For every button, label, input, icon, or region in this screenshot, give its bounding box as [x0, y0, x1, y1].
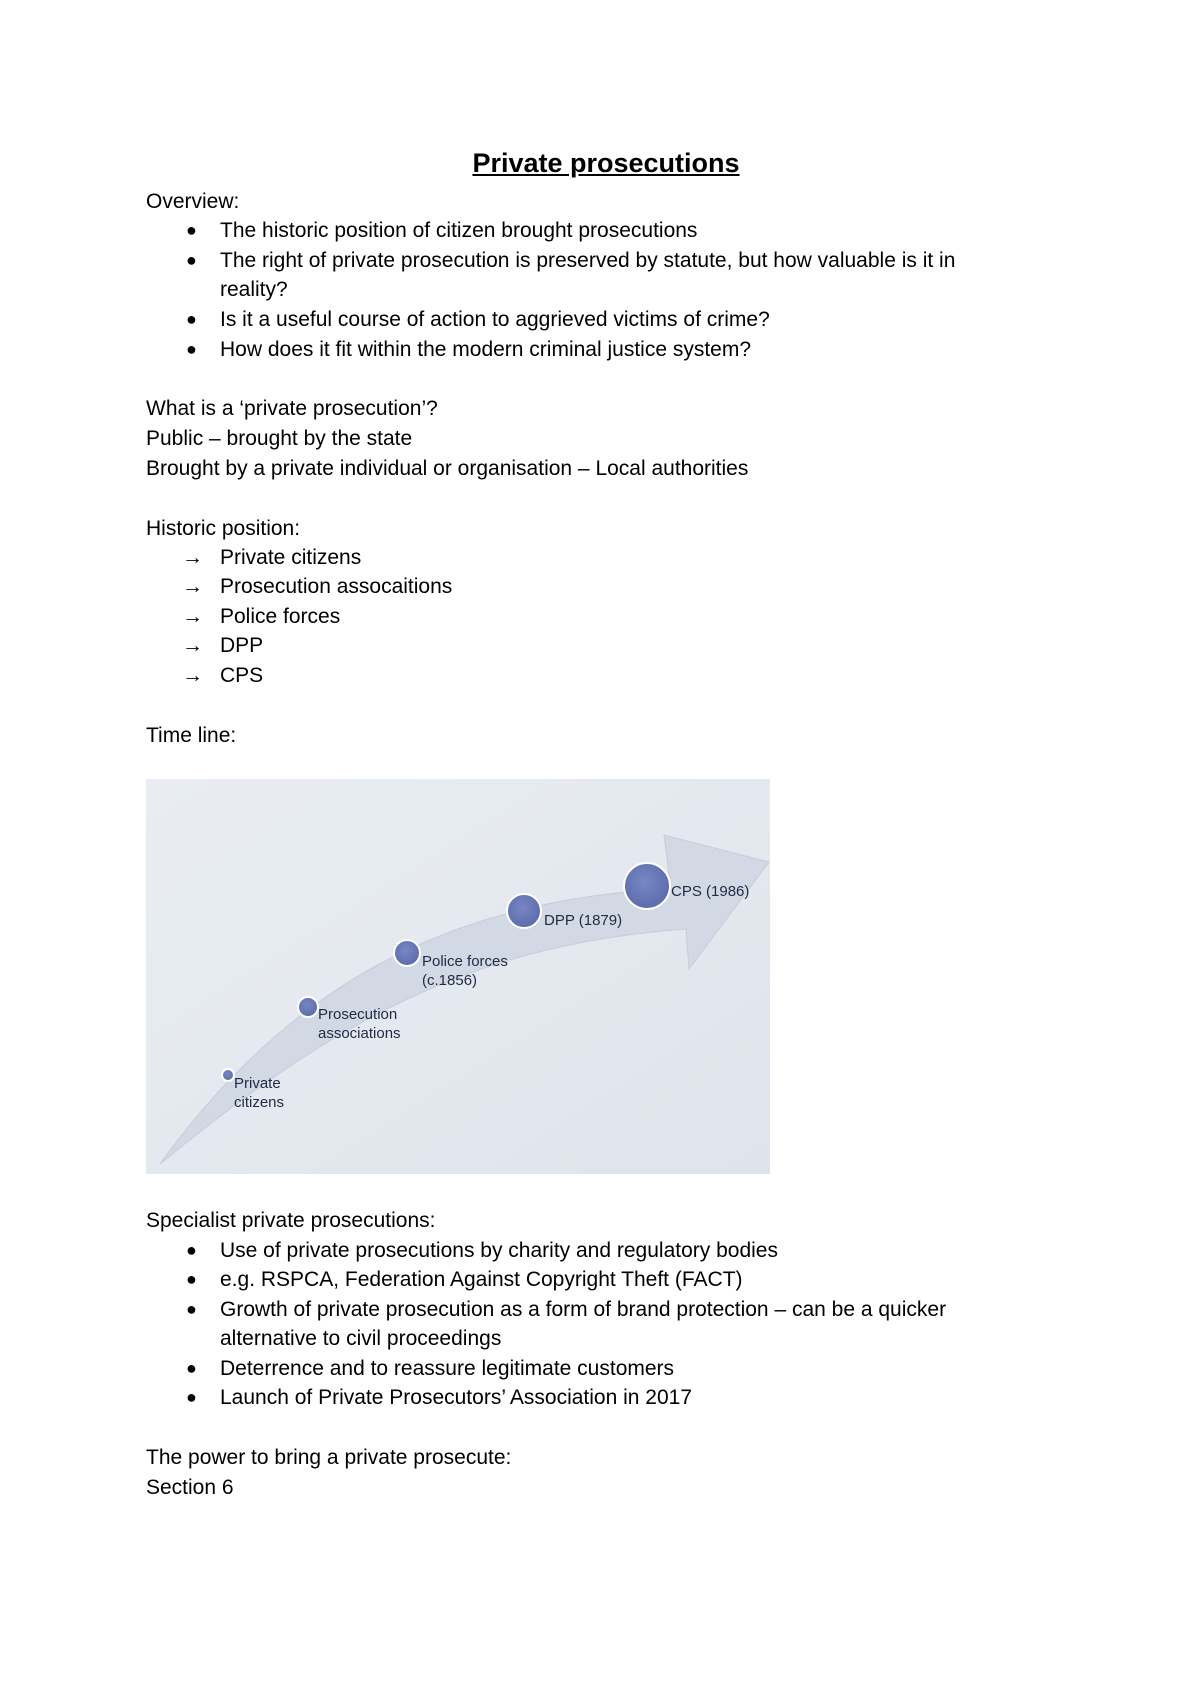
specialist-bullet-3: Growth of private prosecution as a form of brand protection – can be a quicker: [220, 1298, 947, 1321]
arrow-right-icon: →: [182, 546, 203, 569]
specialist-bullet-1: Use of private prosecutions by charity and regulatory bodies: [220, 1239, 778, 1262]
bullet-icon: ●: [186, 339, 197, 359]
power-heading: The power to bring a private prosecute:: [146, 1446, 512, 1469]
arrow-right-icon: →: [182, 575, 203, 598]
bullet-icon: ●: [186, 309, 197, 329]
historic-item-1: Private citizens: [220, 546, 362, 569]
timeline-stage-marker: [507, 894, 541, 928]
page-title: Private prosecutions: [472, 148, 740, 178]
historic-item-4: DPP: [220, 634, 264, 657]
timeline-stage-label: Prosecution: [318, 1006, 398, 1023]
timeline-stage-label: CPS (1986): [671, 883, 750, 900]
specialist-bullet-4: Deterrence and to reassure legitimate customers: [220, 1357, 675, 1380]
timeline-stage-label: Police forces: [422, 953, 508, 970]
historic-heading: Historic position:: [146, 517, 301, 540]
overview-bullet-1: The historic position of citizen brought prosecutions: [220, 219, 698, 242]
arrow-right-icon: →: [182, 634, 203, 657]
specialist-bullet-5: Launch of Private Prosecutors’ Association in 2017: [220, 1386, 692, 1409]
timeline-stage-marker: [298, 997, 318, 1017]
bullet-icon: ●: [186, 220, 197, 240]
bullet-icon: ●: [186, 1387, 197, 1407]
timeline-stage-marker: [624, 863, 670, 909]
timeline-diagram: [146, 779, 770, 1174]
historic-item-2: Prosecution assocaitions: [220, 575, 453, 598]
overview-bullet-2: The right of private prosecution is preserved by statute, but how valuable is it in: [220, 249, 956, 272]
timeline-stage-label: DPP (1879): [544, 912, 623, 929]
timeline-stage-label: Private: [234, 1075, 281, 1092]
bullet-icon: ●: [186, 1269, 197, 1289]
overview-bullet-4: How does it fit within the modern criminal justice system?: [220, 338, 752, 361]
timeline-heading: Time line:: [146, 724, 237, 747]
bullet-icon: ●: [186, 1358, 197, 1378]
overview-heading: Overview:: [146, 190, 240, 213]
timeline-stage-sublabel: associations: [318, 1025, 401, 1042]
bullet-icon: ●: [186, 1299, 197, 1319]
overview-bullet-3: Is it a useful course of action to aggrieved victims of crime?: [220, 308, 770, 331]
power-section: Section 6: [146, 1476, 234, 1499]
historic-item-3: Police forces: [220, 605, 341, 628]
arrow-right-icon: →: [182, 664, 203, 687]
timeline-stage-sublabel: (c.1856): [422, 972, 478, 989]
historic-item-5: CPS: [220, 664, 264, 687]
arrow-right-icon: →: [182, 605, 203, 628]
bullet-icon: ●: [186, 1240, 197, 1260]
definition-private: Brought by a private individual or organisation – Local authorities: [146, 457, 749, 480]
timeline-stage-marker: [394, 940, 420, 966]
timeline-stage-sublabel: citizens: [234, 1094, 285, 1111]
specialist-bullet-3-cont: alternative to civil proceedings: [220, 1327, 502, 1350]
specialist-bullet-2: e.g. RSPCA, Federation Against Copyright Theft (FACT): [220, 1268, 743, 1291]
timeline-stage-marker: [222, 1069, 234, 1081]
definition-question: What is a ‘private prosecution’?: [146, 397, 438, 420]
bullet-icon: ●: [186, 250, 197, 270]
overview-bullet-2-cont: reality?: [220, 278, 288, 301]
definition-public: Public – brought by the state: [146, 427, 413, 450]
specialist-heading: Specialist private prosecutions:: [146, 1209, 436, 1232]
